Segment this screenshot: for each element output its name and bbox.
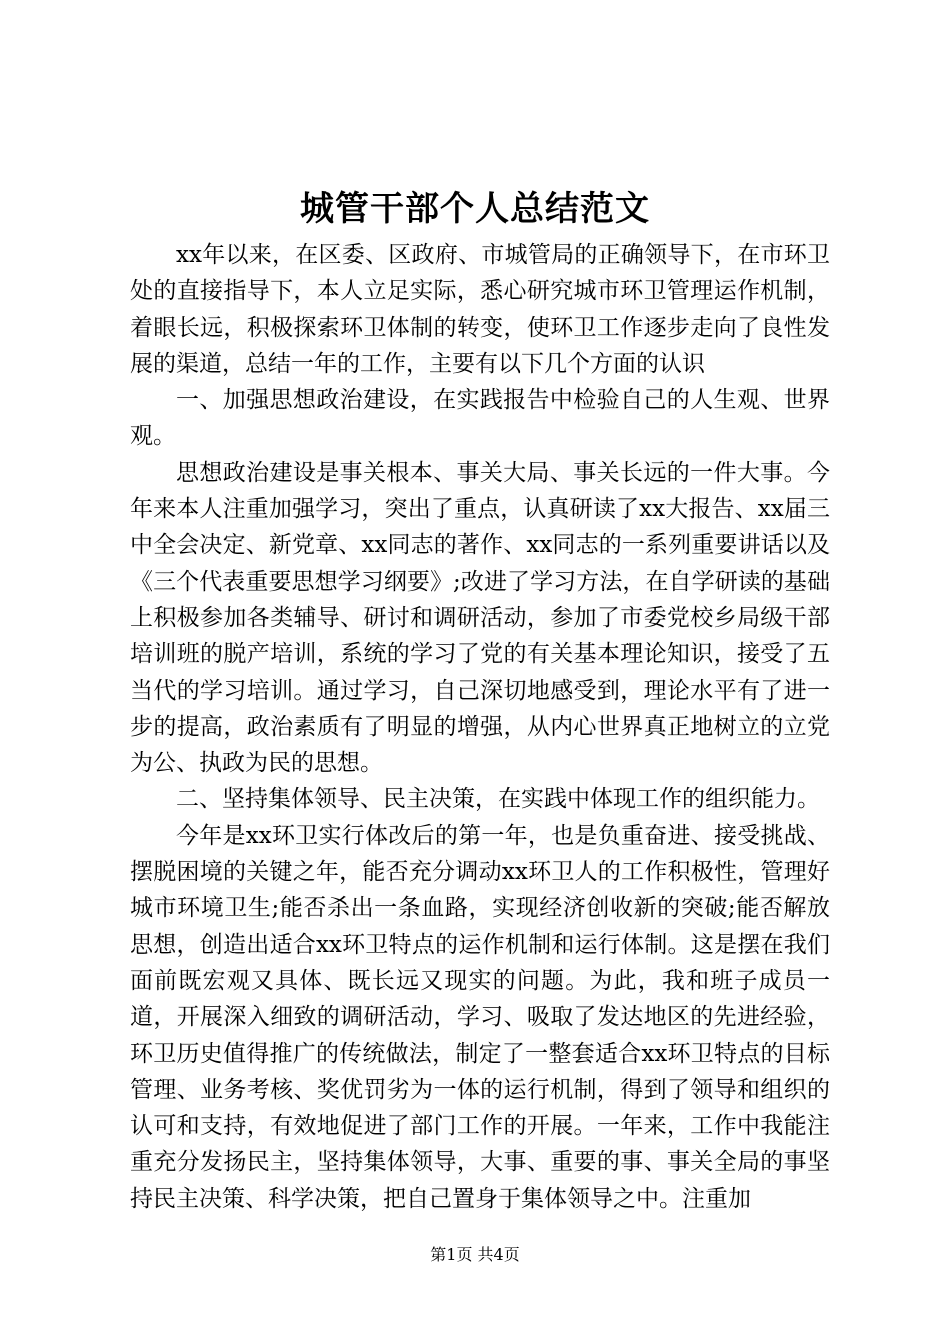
- page-number-footer: 第1页 共4页: [430, 1245, 520, 1264]
- section-heading-1: 一、加强思想政治建设，在实践报告中检验自己的人生观、世界观。: [130, 387, 830, 450]
- document-title: 城管干部个人总结范文: [300, 189, 650, 229]
- paragraph-section-2: 今年是xx环卫实行体改后的第一年，也是负重奋进、接受挑战、摆脱困境的关键之年，能否充分调动xx环卫人的工作积极性，管理好城市环境卫生;能否杀出一条血路，实现经济创收新的突破;能否解放思想，创造出适合xx环卫特点的运作机制和运行体制。这是摆在我们面前既宏观又具体、既长远又现实的问题。为此，我和班子成员一道，开展深入细致的调研活动，学习、吸取了发达地区的先进经验，环卫历史值得推广的传统做法，制定了一整套适合xx环卫特点的目标管理、业务考核、奖优罚劣为一体的运行机制，得到了领导和组织的认可和支持，有效地促进了部门工作的开展。一年来，工作中我能注重充分发扬民主，坚持集体领导，大事、重要的事、事关全局的事坚持民主决策、科学决策，把自己置身于集体领导之中。注重加: [130, 822, 830, 1212]
- paragraph-intro: xx年以来，在区委、区政府、市城管局的正确领导下，在市环卫处的直接指导下，本人立足实际，悉心研究城市环卫管理运作机制，着眼长远，积极探索环卫体制的转变，使环卫工作逐步走向了良性发展的渠道，总结一年的工作，主要有以下几个方面的认识: [130, 242, 830, 377]
- section-heading-2: 二、坚持集体领导、民主决策，在实践中体现工作的组织能力。: [176, 786, 820, 813]
- paragraph-section-1: 思想政治建设是事关根本、事关大局、事关长远的一件大事。今年来本人注重加强学习，突出了重点，认真研读了xx大报告、xx届三中全会决定、新党章、xx同志的著作、xx同志的一系列重要讲话以及《三个代表重要思想学习纲要》;改进了学习方法，在自学研读的基础上积极参加各类辅导、研讨和调研活动，参加了市委党校乡局级干部培训班的脱产培训，系统的学习了党的有关基本理论知识，接受了五当代的学习培训。通过学习，自己深切地感受到，理论水平有了进一步的提高，政治素质有了明显的增强，从内心世界真正地树立的立党为公、执政为民的思想。: [130, 459, 830, 777]
- document-body: [130, 237, 830, 1217]
